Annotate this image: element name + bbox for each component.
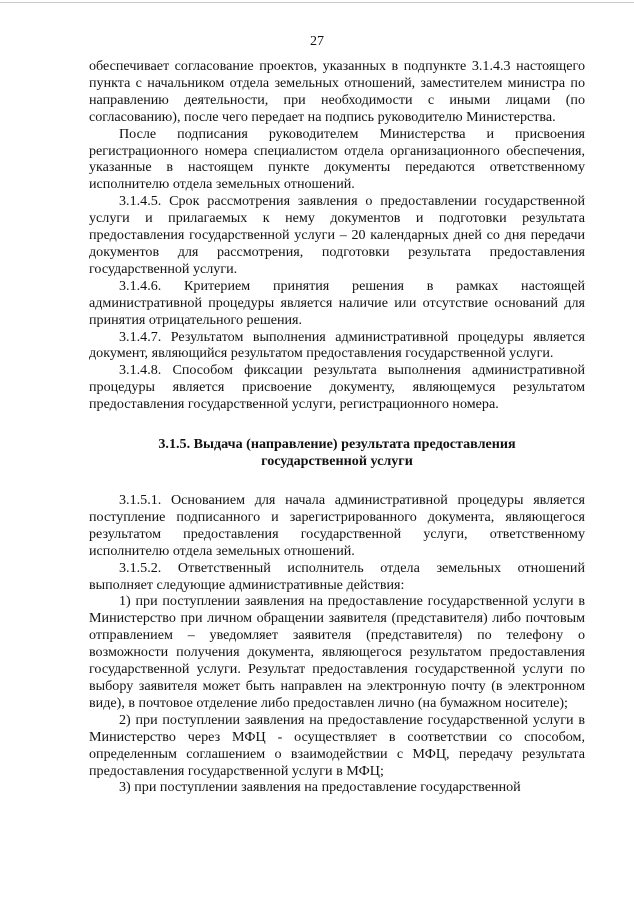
list-item-2: 2) при поступлении заявления на предоставление государственной услуги в Министерство через МФЦ - осуществляет в соответствии со способом, определенным соглашением о взаимодействии с МФЦ, передачу результата предоставления государственной услуги в МФЦ;	[89, 711, 585, 779]
page-number: 27	[310, 34, 324, 49]
paragraph-3-1-4-7: 3.1.4.7. Результатом выполнения административной процедуры является документ, являющийся результатом предоставления государственной услуги.	[89, 328, 585, 362]
paragraph-3-1-5-1: 3.1.5.1. Основанием для начала административной процедуры является поступление подписанного и зарегистрированного документа, являющегося результатом предоставления государственной услуги, ответственному исполнителю отдела земельных отношений.	[89, 492, 585, 559]
top-border-line	[0, 2, 634, 3]
paragraph-3-1-5-2: 3.1.5.2. Ответственный исполнитель отдела земельных отношений выполняет следующие административные действия:	[89, 559, 585, 593]
paragraph-3-1-4-5: 3.1.4.5. Срок рассмотрения заявления о предоставлении государственной услуги и прилагаемых к нему документов и подготовки результата предоставления государственной услуги – 20 календарных дней со дня передачи документов для рассмотрения, подготовки результата предоставления государственной услуги.	[89, 193, 585, 277]
section-heading-line: 3.1.5. Выдача (направление) результата предоставления	[158, 436, 516, 453]
paragraph: обеспечивает согласование проектов, указанных в подпункте 3.1.4.3 настоящего пункта с начальником отдела земельных отношений, заместителем министра по направлению деятельности, при необходимости с иными лицами (по согласованию), после чего передает на подпись руководителю Министерства.	[89, 58, 585, 125]
paragraph-3-1-4-8: 3.1.4.8. Способом фиксации результата выполнения административной процедуры является присвоение документу, являющемуся результатом предоставления государственной услуги, регистрационного номера.	[89, 362, 585, 413]
document-body	[89, 58, 585, 796]
section-heading-3-1-5	[89, 436, 585, 470]
paragraph-3-1-4-6: 3.1.4.6. Критерием принятия решения в рамках настоящей административной процедуры является наличие или отсутствие оснований для принятия отрицательного решения.	[89, 277, 585, 328]
list-item-3: 3) при поступлении заявления на предоставление государственной	[119, 779, 521, 796]
section-heading-line: государственной услуги	[261, 453, 413, 470]
paragraph: После подписания руководителем Министерства и присвоения регистрационного номера специалистом отдела организационного обеспечения, указанные в настоящем пункте документы передаются ответственному исполнителю отдела земельных отношений.	[89, 125, 585, 193]
list-item-1: 1) при поступлении заявления на предоставление государственной услуги в Министерство при личном обращении заявителя (представителя) либо почтовым отправлением – уведомляет заявителя (представителя) по телефону о возможности получения документа, являющегося результатом предоставления государственной услуги. Результат предоставления государственной услуги по выбору заявителя может быть направлен на электронную почту (в электронном виде), в почтовое отделение либо предоставлен лично (на бумажном носителе);	[89, 593, 585, 711]
